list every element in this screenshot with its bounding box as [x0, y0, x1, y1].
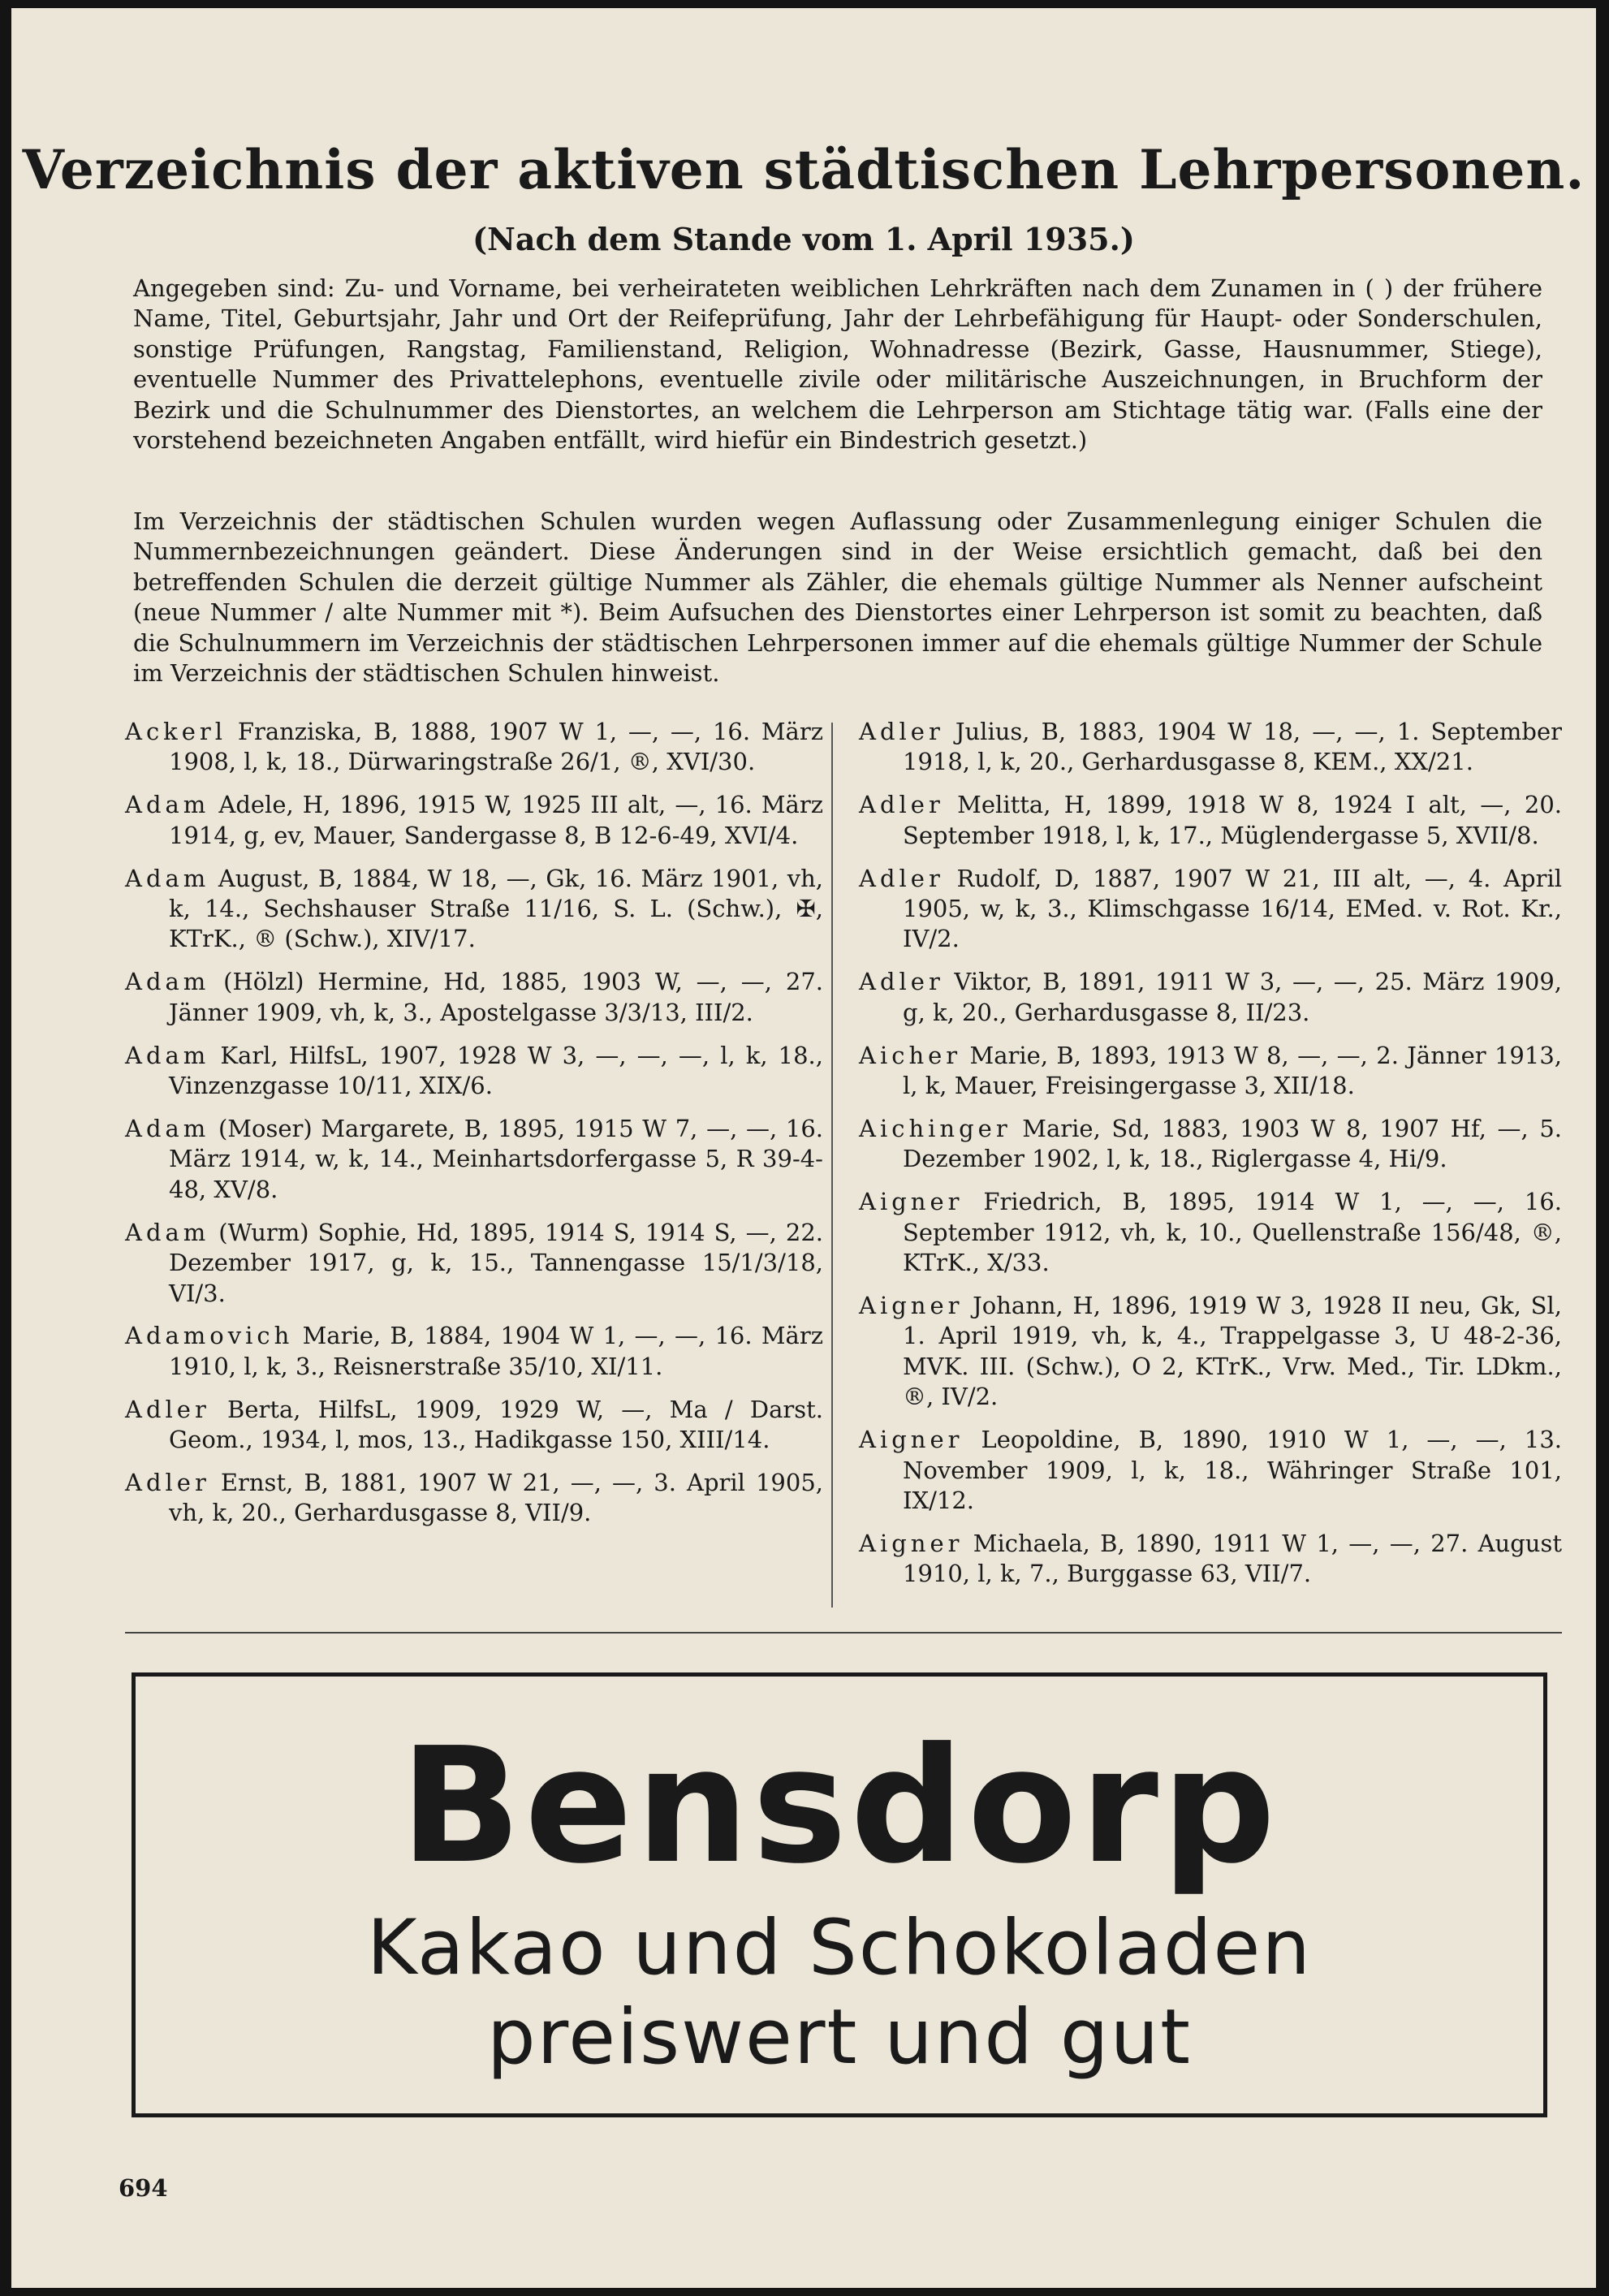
list-item: [859, 1041, 1562, 1102]
entry-surname: Ackerl: [125, 718, 227, 745]
page-number: 694: [119, 2174, 168, 2202]
entry-surname: Aigner: [859, 1529, 964, 1557]
entry-surname: Adamovich: [125, 1322, 294, 1350]
entry-surname: Adler: [125, 1395, 210, 1423]
entry-surname: Aigner: [859, 1292, 964, 1319]
document-page: [11, 8, 1596, 2288]
advertisement-brand: Bensdorp: [399, 1714, 1279, 1899]
entry-details: Melitta, H, 1899, 1918 W 8, 1924 I alt, —, 20. September 1918, l, k, 17., Müglendergasse 5, XVII/8.: [903, 791, 1562, 849]
intro-paragraph-2: Im Verzeichnis der städtischen Schulen wurden wegen Auflassung oder Zusammenlegung einiger Schulen die Nummernbezeichnungen geändert. Diese Änderungen sind in der Weise ersichtlich gemacht, daß bei den betreffenden Schulen die derzeit gültige Nummer als Zähler, die ehemals gültige Nummer als Nenner aufscheint (neue Nummer / alte Nummer mit *). Beim Aufsuchen des Dienstortes einer Lehrperson ist somit zu beachten, daß die Schulnummern im Verzeichnis der städtischen Lehrpersonen immer auf die ehemals gültige Nummer der Schule im Verzeichnis der städtischen Schulen hinweist.: [133, 507, 1542, 688]
entry-details: Rudolf, D, 1887, 1907 W 21, III alt, —, 4. April 1905, w, k, 3., Klimschgasse 16/14, EMed. v. Rot. Kr., IV/2.: [903, 864, 1562, 953]
column-divider: [831, 723, 833, 1608]
advertisement-tagline-1: Kakao und Schokoladen: [367, 1904, 1312, 1992]
entries-left-column: [125, 717, 823, 1541]
entry-surname: Adler: [125, 1469, 210, 1497]
list-item: [125, 1218, 823, 1309]
list-item: [859, 790, 1562, 851]
entries-right-column: [859, 717, 1562, 1602]
advertisement-tagline-2: preiswert und gut: [486, 1993, 1193, 2082]
page-subtitle: (Nach dem Stande vom 1. April 1935.): [472, 221, 1135, 257]
page-title: Verzeichnis der aktiven städtischen Lehrpersonen.: [22, 138, 1585, 201]
entry-details: Julius, B, 1883, 1904 W 18, —, —, 1. September 1918, l, k, 20., Gerhardusgasse 8, KEM., XX/21.: [903, 718, 1562, 776]
list-item: [125, 790, 823, 851]
entry-details: Michaela, B, 1890, 1911 W 1, —, —, 27. August 1910, l, k, 7., Burggasse 63, VII/7.: [903, 1529, 1562, 1588]
entry-surname: Adam: [125, 1114, 210, 1142]
entry-details: Marie, B, 1893, 1913 W 8, —, —, 2. Jänner 1913, l, k, Mauer, Freisingergasse 3, XII/18.: [903, 1041, 1562, 1100]
entry-details: Ernst, B, 1881, 1907 W 21, —, —, 3. April 1905, vh, k, 20., Gerhardusgasse 8, VII/9.: [169, 1469, 823, 1527]
list-item: [125, 1395, 823, 1456]
list-item: [859, 864, 1562, 955]
list-item: [859, 1529, 1562, 1590]
entry-details: Berta, HilfsL, 1909, 1929 W, —, Ma / Darst. Geom., 1934, l, mos, 13., Hadikgasse 150, XIII/14.: [169, 1395, 823, 1454]
entry-details: Viktor, B, 1891, 1911 W 3, —, —, 25. März 1909, g, k, 20., Gerhardusgasse 8, II/23.: [903, 968, 1562, 1026]
list-item: [125, 864, 823, 955]
list-item: [125, 1041, 823, 1102]
intro-paragraph-1: Angegeben sind: Zu- und Vorname, bei verheirateten weiblichen Lehrkräften nach dem Zunamen in ( ) der frühere Name, Titel, Geburtsjahr, Jahr und Ort der Reifeprüfung, Jahr der Lehrbefähigung für Haupt- oder Sonderschulen, sonstige Prüfungen, Rangstag, Familienstand, Religion, Wohnadresse (Bezirk, Gasse, Hausnummer, Stiege), eventuelle Nummer des Privattelephons, eventuelle zivile oder militärische Auszeichnungen, in Bruchform der Bezirk und die Schulnummer des Dienstortes, an welchem die Lehrperson am Stichtage tätig war. (Falls eine der vorstehend bezeichneten Angaben entfällt, wird hiefür ein Bindestrich gesetzt.): [133, 274, 1542, 455]
entry-details: Adele, H, 1896, 1915 W, 1925 III alt, —, 16. März 1914, g, ev, Mauer, Sandergasse 8, B 12-6-49, XVI/4.: [169, 791, 823, 849]
entry-details: (Moser) Margarete, B, 1895, 1915 W 7, —, —, 16. März 1914, w, k, 14., Meinhartsdorfergasse 5, R 39-4-48, XV/8.: [169, 1114, 823, 1203]
list-item: [125, 717, 823, 778]
entry-surname: Adler: [859, 791, 944, 819]
entry-surname: Aichinger: [859, 1114, 1012, 1142]
list-item: [859, 1114, 1562, 1175]
advertisement-box: [132, 1672, 1547, 2117]
entry-details: Marie, Sd, 1883, 1903 W 8, 1907 Hf, —, 5. Dezember 1902, l, k, 18., Riglergasse 4, Hi/9.: [903, 1114, 1562, 1173]
entry-surname: Adler: [859, 864, 944, 892]
entry-surname: Adam: [125, 968, 210, 996]
list-item: [125, 1321, 823, 1382]
entry-details: August, B, 1884, W 18, —, Gk, 16. März 1901, vh, k, 14., Sechshauser Straße 11/16, S. L. (Schw.), ✠, KTrK., ® (Schw.), XIV/17.: [169, 864, 823, 953]
entry-details: Marie, B, 1884, 1904 W 1, —, —, 16. März 1910, l, k, 3., Reisnerstraße 35/10, XI/11.: [169, 1322, 823, 1380]
entry-details: Franziska, B, 1888, 1907 W 1, —, —, 16. März 1908, l, k, 18., Dürwaringstraße 26/1, ®, XVI/30.: [169, 718, 823, 776]
entry-details: Leopoldine, B, 1890, 1910 W 1, —, —, 13. November 1909, l, k, 18., Währinger Straße 101, IX/12.: [903, 1426, 1562, 1514]
list-item: [859, 1187, 1562, 1278]
entry-details: Friedrich, B, 1895, 1914 W 1, —, —, 16. September 1912, vh, k, 10., Quellenstraße 156/48, ®, KTrK., X/33.: [903, 1188, 1562, 1277]
entry-surname: Aigner: [859, 1426, 964, 1454]
list-item: [125, 1114, 823, 1205]
entry-surname: Adam: [125, 1041, 210, 1069]
entry-surname: Aigner: [859, 1188, 964, 1216]
list-item: [859, 1425, 1562, 1516]
list-item: [859, 717, 1562, 778]
entry-surname: Adam: [125, 864, 210, 892]
entry-surname: Adler: [859, 968, 944, 996]
entry-details: (Hölzl) Hermine, Hd, 1885, 1903 W, —, —, 27. Jänner 1909, vh, k, 3., Apostelgasse 3/3/13, III/2.: [169, 968, 823, 1026]
entry-details: Karl, HilfsL, 1907, 1928 W 3, —, —, —, l, k, 18., Vinzenzgasse 10/11, XIX/6.: [169, 1041, 823, 1100]
entry-details: Johann, H, 1896, 1919 W 3, 1928 II neu, Gk, Sl, 1. April 1919, vh, k, 4., Trappelgasse 3, U 48-2-36, MVK. III. (Schw.), O 2, KTrK., Vrw. Med., Tir. LDkm., ®, IV/2.: [903, 1292, 1562, 1411]
entry-details: (Wurm) Sophie, Hd, 1895, 1914 S, 1914 S, —, 22. Dezember 1917, g, k, 15., Tannengasse 15/1/3/18, VI/3.: [169, 1218, 823, 1307]
list-item: [125, 967, 823, 1028]
list-item: [859, 1291, 1562, 1413]
entry-surname: Adam: [125, 791, 210, 819]
entry-surname: Aicher: [859, 1041, 962, 1069]
entry-surname: Adler: [859, 718, 944, 745]
list-item: [125, 1468, 823, 1529]
entry-surname: Adam: [125, 1218, 210, 1246]
section-divider: [125, 1632, 1562, 1634]
list-item: [859, 967, 1562, 1028]
